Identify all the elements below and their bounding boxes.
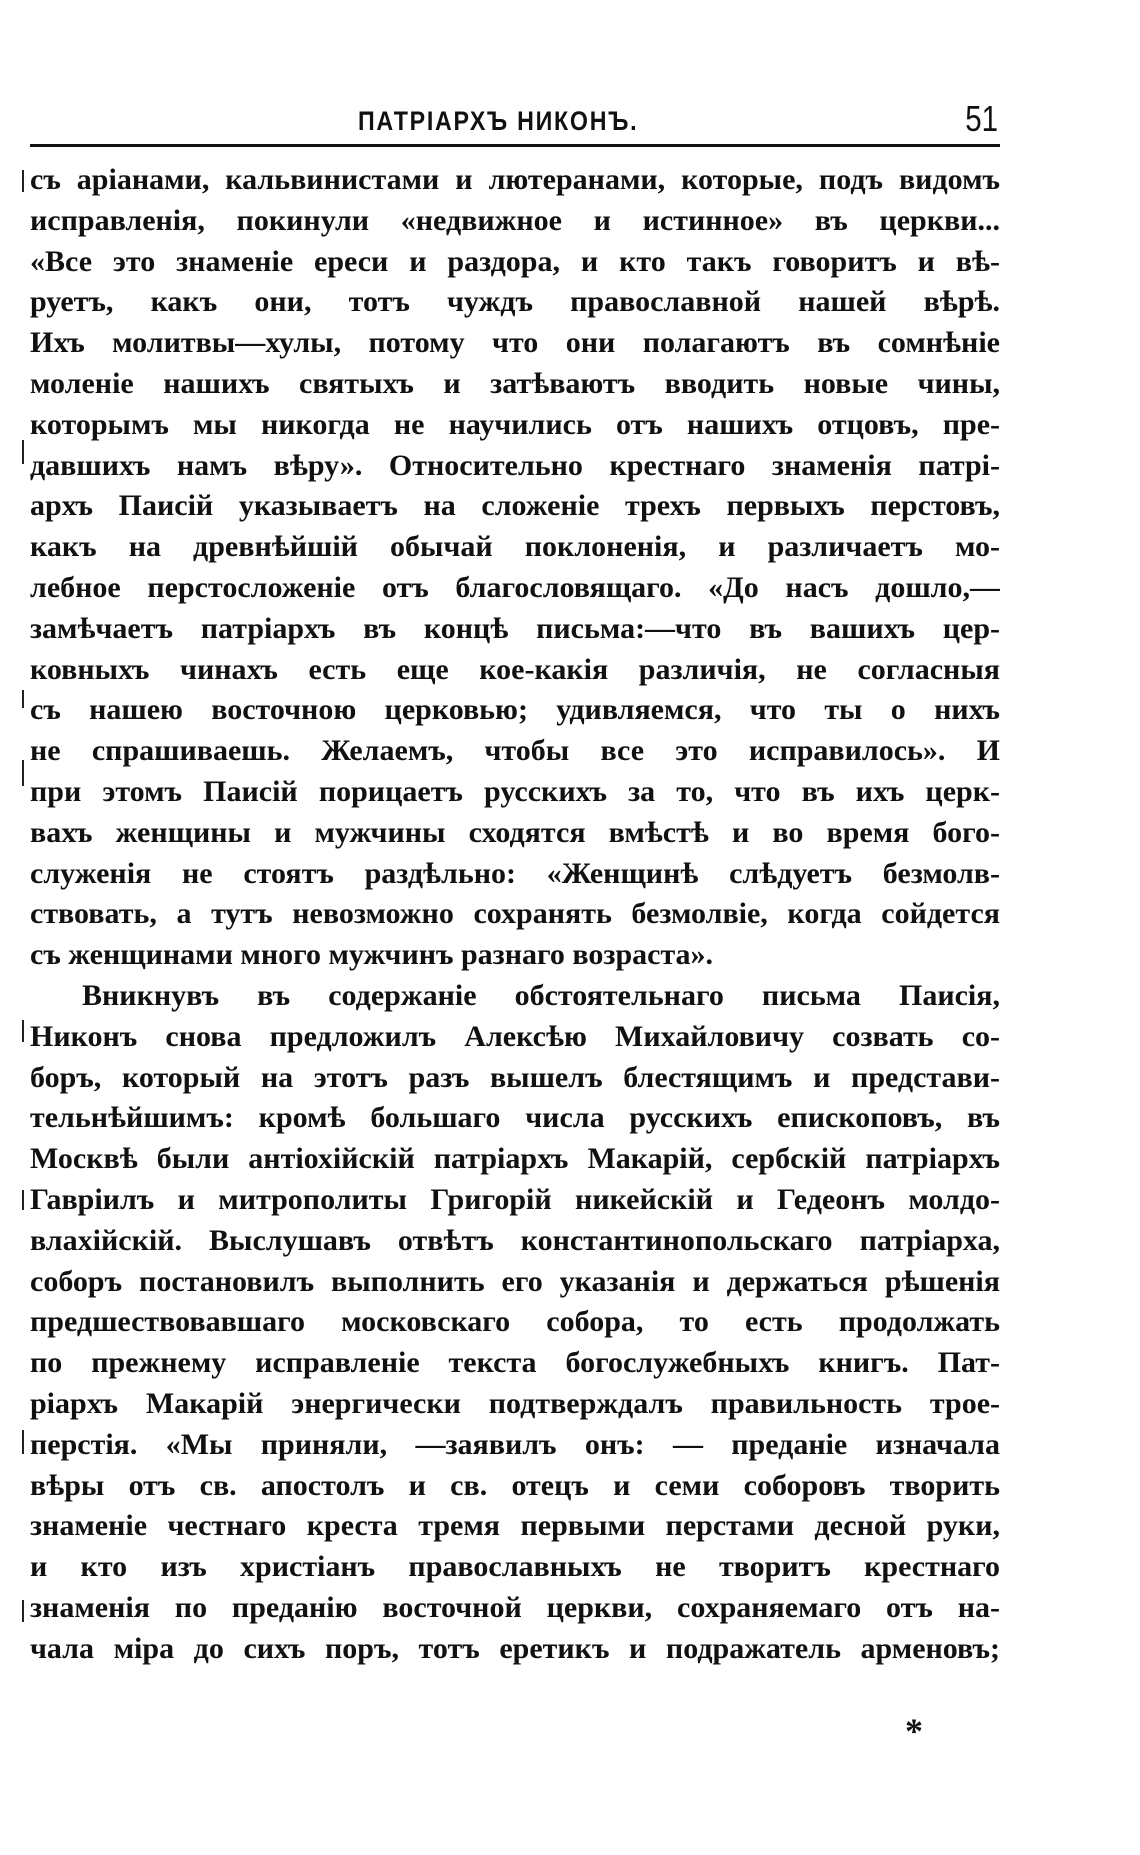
text-line: съ нашею восточною церковью; удивляемся, что ты о нихъ: [30, 693, 1000, 727]
text-line: не спрашиваешь. Желаемъ, чтобы все это исправилось». И: [30, 734, 1000, 768]
text-line: вѣры отъ св. апостолъ и св. отецъ и семи соборовъ творить: [30, 1468, 1000, 1502]
text-line: съ аріанами, кальвинистами и лютеранами, которые, подъ видомъ: [30, 163, 1000, 196]
text-line: вахъ женщины и мужчины сходятся вмѣстѣ и во время бого-: [30, 815, 1000, 849]
text-line: руетъ, какъ они, тотъ чуждъ православной нашей вѣрѣ.: [30, 285, 1000, 319]
margin-scan-mark: [22, 760, 24, 786]
text-line: ствовать, а тутъ невозможно сохранять безмолвіе, когда сойдется: [30, 897, 1000, 931]
margin-scan-mark: [22, 1190, 24, 1210]
text-line: исправленія, покинули «недвижное и истинное» въ церкви...: [30, 203, 1000, 237]
text-line-paragraph-start: Вникнувъ въ содержаніе обстоятельнаго письма Паисія,: [82, 978, 1000, 1012]
text-line: лебное перстосложеніе отъ благословящаго. «До насъ дошло,—: [30, 570, 1000, 604]
margin-scan-mark: [22, 170, 24, 192]
header-rule: [30, 144, 1000, 147]
text-line: тельнѣйшимъ: кромѣ большаго числа русскихъ епископовъ, въ: [30, 1101, 1000, 1135]
page-number: 51: [965, 98, 998, 139]
text-line: которымъ мы никогда не научились отъ нашихъ отцовъ, пре-: [30, 407, 1000, 441]
text-line: архъ Паисій указываетъ на сложеніе трехъ первыхъ перстовъ,: [30, 489, 1000, 523]
text-line: знаменія по преданію восточной церкви, сохраняемаго отъ на-: [30, 1590, 1000, 1624]
margin-scan-mark: [22, 1600, 24, 1622]
body-text: [30, 160, 1000, 1669]
text-line: боръ, который на этотъ разъ вышелъ блестящимъ и представи-: [30, 1060, 1000, 1094]
signature-mark: *: [905, 1711, 923, 1751]
text-line: служенія не стоятъ раздѣльно: «Женщинѣ слѣдуетъ безмолв-: [30, 856, 1000, 890]
text-line: ковныхъ чинахъ есть еще кое-какія различія, не согласныя: [30, 652, 1000, 686]
margin-scan-mark: [22, 1020, 24, 1042]
text-line: какъ на древнѣйшій обычай поклоненія, и различаетъ мо-: [30, 530, 1000, 564]
text-line: Москвѣ были антіохійскій патріархъ Макарій, сербскій патріархъ: [30, 1142, 1000, 1176]
margin-scan-mark: [22, 1430, 24, 1454]
text-line: ріархъ Макарій энергически подтверждалъ правильность трое-: [30, 1386, 1000, 1420]
margin-scan-mark: [22, 440, 24, 464]
text-line: моленіе нашихъ святыхъ и затѣваютъ вводить новые чины,: [30, 366, 1000, 400]
text-line: давшихъ намъ вѣру». Относительно крестнаго знаменія патрі-: [30, 448, 1000, 482]
text-line: Никонъ снова предложилъ Алексѣю Михайловичу созвать со-: [30, 1019, 1000, 1053]
margin-scan-mark: [22, 690, 24, 708]
text-line: влахійскій. Выслушавъ отвѣтъ константинопольскаго патріарха,: [30, 1223, 1000, 1257]
text-line: при этомъ Паисій порицаетъ русскихъ за то, что въ ихъ церк-: [30, 774, 1000, 808]
text-line: Ихъ молитвы—хулы, потому что они полагаютъ въ сомнѣніе: [30, 326, 1000, 360]
text-line: «Все это знаменіе ереси и раздора, и кто такъ говоритъ и вѣ-: [30, 244, 1000, 278]
running-head: [30, 100, 1000, 148]
text-line: замѣчаетъ патріархъ въ концѣ письма:—что въ вашихъ цер-: [30, 611, 1000, 645]
running-title: ПАТРІАРХЪ НИКОНЪ.: [358, 106, 639, 136]
text-line: перстія. «Мы приняли, —заявилъ онъ: — преданіе изначала: [30, 1427, 1000, 1461]
text-line-paragraph-end: съ женщинами много мужчинъ разнаго возраста».: [30, 938, 714, 972]
text-line: и кто изъ христіанъ православныхъ не творитъ крестнаго: [30, 1550, 1000, 1584]
text-line: по прежнему исправленіе текста богослужебныхъ книгъ. Пат-: [30, 1346, 1000, 1380]
text-line: предшествовавшаго московскаго собора, то есть продолжать: [30, 1305, 1000, 1339]
text-line: чала міра до сихъ поръ, тотъ еретикъ и подражатель арменовъ;: [30, 1631, 1000, 1665]
text-line: соборъ постановилъ выполнить его указанія и держаться рѣшенія: [30, 1264, 1000, 1298]
text-line: Гавріилъ и митрополиты Григорій никейскій и Гедеонъ молдо-: [30, 1182, 1000, 1216]
text-line: знаменіе честнаго креста тремя первыми перстами десной руки,: [30, 1509, 1000, 1543]
